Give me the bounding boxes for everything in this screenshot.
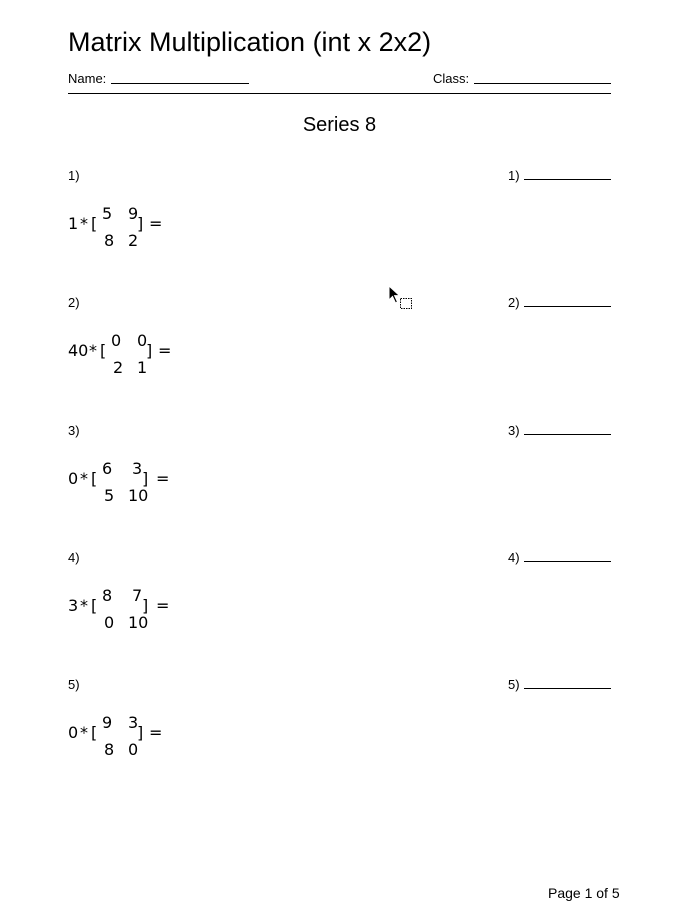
equals-sign: = — [149, 723, 163, 742]
answer-blank[interactable] — [524, 561, 611, 562]
matrix-cell: 8 — [102, 586, 113, 605]
right-bracket: ] — [142, 596, 149, 615]
matrix-cell: 9 — [128, 204, 139, 223]
answer-label: 1) — [508, 168, 520, 183]
answer-label: 3) — [508, 423, 520, 438]
name-field-line[interactable] — [111, 83, 249, 84]
matrix-cell: 3 — [132, 459, 143, 478]
header-divider — [68, 93, 611, 94]
problem-number: 3) — [68, 423, 80, 438]
matrix-cell: 9 — [102, 713, 113, 732]
problem-number: 2) — [68, 295, 80, 310]
scalar: 3 — [68, 596, 79, 615]
equals-sign: = — [156, 469, 170, 488]
matrix-cell: 2 — [113, 358, 124, 377]
matrix-cell: 0 — [111, 331, 122, 350]
equals-sign: = — [156, 596, 170, 615]
answer-blank[interactable] — [524, 179, 611, 180]
matrix-cell: 6 — [102, 459, 113, 478]
matrix-cell: 1 — [137, 358, 148, 377]
multiply-sign: * — [80, 723, 88, 742]
problem-number: 5) — [68, 677, 80, 692]
multiply-sign: * — [80, 469, 88, 488]
equals-sign: = — [149, 214, 163, 233]
left-bracket: [ — [91, 214, 98, 233]
matrix-cell: 8 — [104, 231, 115, 250]
problem-number: 4) — [68, 550, 80, 565]
scalar: 0 — [68, 723, 79, 742]
answer-blank[interactable] — [524, 434, 611, 435]
answer-label: 5) — [508, 677, 520, 692]
matrix-cell: 10 — [128, 486, 149, 505]
right-bracket: ] — [146, 341, 153, 360]
page-indicator: Page 1 of 5 — [548, 885, 620, 901]
answer-label: 2) — [508, 295, 520, 310]
multiply-sign: * — [80, 214, 88, 233]
answer-blank[interactable] — [524, 688, 611, 689]
right-bracket: ] — [142, 469, 149, 488]
worksheet-title: Matrix Multiplication (int x 2x2) — [68, 27, 432, 57]
right-bracket: ] — [137, 723, 144, 742]
matrix-cell: 0 — [104, 613, 115, 632]
answer-label: 4) — [508, 550, 520, 565]
left-bracket: [ — [100, 341, 107, 360]
right-bracket: ] — [137, 214, 144, 233]
matrix-cell: 2 — [128, 231, 139, 250]
name-label: Name: — [68, 71, 107, 86]
answer-blank[interactable] — [524, 306, 611, 307]
class-label: Class: — [433, 71, 470, 86]
scalar: 40 — [68, 341, 89, 360]
series-heading: Series 8 — [302, 114, 377, 136]
scalar: 1 — [68, 214, 79, 233]
left-bracket: [ — [91, 723, 98, 742]
multiply-sign: * — [80, 596, 88, 615]
matrix-cell: 3 — [128, 713, 139, 732]
matrix-cell: 7 — [132, 586, 143, 605]
matrix-cell: 8 — [104, 740, 115, 759]
matrix-cell: 0 — [128, 740, 139, 759]
problem-number: 1) — [68, 168, 80, 183]
left-bracket: [ — [91, 469, 98, 488]
matrix-cell: 10 — [128, 613, 149, 632]
left-bracket: [ — [91, 596, 98, 615]
matrix-cell: 5 — [104, 486, 115, 505]
scalar: 0 — [68, 469, 79, 488]
mouse-pointer-copy-icon — [388, 285, 416, 318]
equals-sign: = — [158, 341, 172, 360]
class-field-line[interactable] — [474, 83, 611, 84]
multiply-sign: * — [89, 341, 97, 360]
matrix-cell: 0 — [137, 331, 148, 350]
matrix-cell: 5 — [102, 204, 113, 223]
